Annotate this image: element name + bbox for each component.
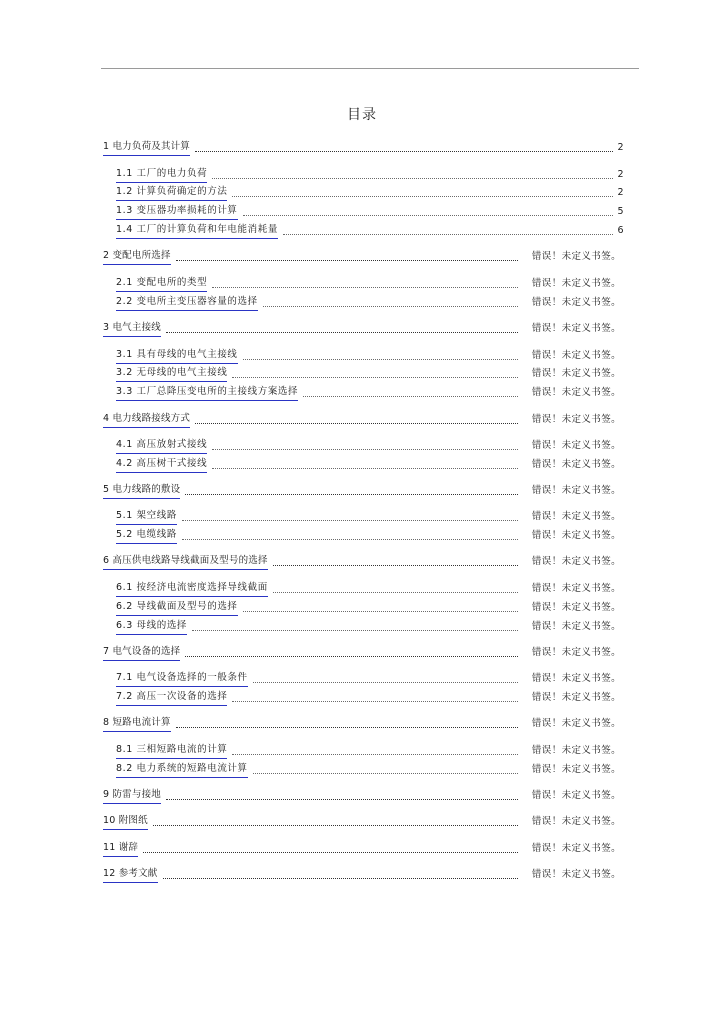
toc-entry-page: 错误！未定义书签。 (531, 718, 621, 729)
toc-entry-label[interactable]: 8.1 三相短路电流的计算 (116, 743, 227, 759)
toc-entry-page: 错误！未定义书签。 (531, 297, 621, 308)
toc-entry-label[interactable]: 4 电力线路接线方式 (103, 412, 190, 428)
toc-entry-label[interactable]: 7.1 电气设备选择的一般条件 (116, 671, 248, 687)
toc-entry[interactable] (103, 413, 621, 427)
toc-dot-leader (212, 449, 518, 450)
toc-entry-page: 错误！未定义书签。 (531, 816, 621, 827)
toc-entry[interactable] (116, 277, 621, 291)
toc-entry-page: 错误！未定义书签。 (531, 387, 621, 398)
toc-entry[interactable] (116, 529, 621, 543)
toc-entry-label[interactable]: 5.1 架空线路 (116, 509, 177, 525)
toc-entry[interactable] (103, 717, 621, 731)
toc-entry-page: 错误！未定义书签。 (531, 251, 621, 262)
toc-entry-label[interactable]: 2.2 变电所主变压器容量的选择 (116, 295, 258, 311)
toc-entry[interactable] (116, 672, 621, 686)
toc-entry-label[interactable]: 9 防雷与接地 (103, 788, 161, 804)
toc-entry[interactable] (103, 141, 624, 155)
header-rule (101, 68, 639, 69)
toc-entry-page: 错误！未定义书签。 (531, 647, 621, 658)
toc-entry-page: 错误！未定义书签。 (531, 530, 621, 541)
toc-entry[interactable] (116, 186, 624, 200)
toc-entry-page: 错误！未定义书签。 (531, 583, 621, 594)
toc-dot-leader (182, 539, 518, 540)
toc-entry-label[interactable]: 6.2 导线截面及型号的选择 (116, 600, 238, 616)
toc-entry[interactable] (116, 367, 621, 381)
toc-entry-label[interactable]: 12 参考文献 (103, 867, 158, 883)
toc-entry-page: 错误！未定义书签。 (531, 790, 621, 801)
toc-dot-leader (212, 178, 612, 179)
toc-dot-leader (243, 215, 613, 216)
toc-dot-leader (212, 287, 518, 288)
toc-entry-page: 错误！未定义书签。 (531, 673, 621, 684)
toc-dot-leader (243, 359, 518, 360)
toc-dot-leader (166, 332, 518, 333)
toc-entry-page: 错误！未定义书签。 (531, 764, 621, 775)
toc-entry-label[interactable]: 7.2 高压一次设备的选择 (116, 690, 227, 706)
toc-entry-page: 错误！未定义书签。 (531, 602, 621, 613)
toc-entry-label[interactable]: 4.1 高压放射式接线 (116, 438, 207, 454)
toc-entry[interactable] (116, 349, 621, 363)
toc-dot-leader (185, 494, 518, 495)
toc-entry[interactable] (103, 250, 621, 264)
toc-entry[interactable] (116, 510, 621, 524)
toc-entry-page: 错误！未定义书签。 (531, 745, 621, 756)
toc-dot-leader (192, 630, 518, 631)
toc-entry-label[interactable]: 8 短路电流计算 (103, 716, 171, 732)
toc-entry-page: 错误！未定义书签。 (531, 511, 621, 522)
toc-entry-label[interactable]: 7 电气设备的选择 (103, 645, 180, 661)
toc-entry[interactable] (116, 582, 621, 596)
toc-entry-page: 错误！未定义书签。 (531, 414, 621, 425)
toc-dot-leader (253, 682, 518, 683)
toc-entry-page: 5 (617, 206, 624, 217)
toc-entry-label[interactable]: 2 变配电所选择 (103, 249, 171, 265)
toc-entry-page: 错误！未定义书签。 (531, 869, 621, 880)
toc-entry[interactable] (116, 296, 621, 310)
toc-entry-label[interactable]: 6 高压供电线路导线截面及型号的选择 (103, 554, 268, 570)
toc-dot-leader (253, 773, 518, 774)
toc-entry-page: 错误！未定义书签。 (531, 843, 621, 854)
toc-entry-label[interactable]: 5.2 电缆线路 (116, 528, 177, 544)
toc-entry[interactable] (103, 555, 621, 569)
toc-entry[interactable] (116, 458, 621, 472)
toc-entry-label[interactable]: 11 谢辞 (103, 841, 138, 857)
toc-dot-leader (212, 468, 518, 469)
toc-entry-page: 错误！未定义书签。 (531, 278, 621, 289)
toc-dot-leader (195, 423, 518, 424)
toc-entry-label[interactable]: 6.3 母线的选择 (116, 619, 187, 635)
toc-entry-label[interactable]: 4.2 高压树干式接线 (116, 457, 207, 473)
toc-dot-leader (303, 396, 518, 397)
toc-entry-label[interactable]: 3.3 工厂总降压变电所的主接线方案选择 (116, 385, 298, 401)
toc-entry[interactable] (103, 815, 621, 829)
toc-dot-leader (243, 611, 518, 612)
toc-dot-leader (232, 701, 517, 702)
toc-dot-leader (185, 656, 518, 657)
toc-dot-leader (232, 754, 517, 755)
toc-entry-page: 错误！未定义书签。 (531, 323, 621, 334)
toc-entry-page: 错误！未定义书签。 (531, 556, 621, 567)
toc-entry[interactable] (116, 224, 624, 238)
toc-entry-label[interactable]: 6.1 按经济电流密度选择导线截面 (116, 581, 268, 597)
toc-entry-page: 错误！未定义书签。 (531, 440, 621, 451)
toc-entry-label[interactable]: 1.4 工厂的计算负荷和年电能消耗量 (116, 223, 278, 239)
toc-entry-label[interactable]: 8.2 电力系统的短路电流计算 (116, 762, 248, 778)
toc-entry[interactable] (116, 386, 621, 400)
toc-entry[interactable] (116, 439, 621, 453)
toc-entry-page: 6 (617, 225, 624, 236)
toc-entry[interactable] (103, 868, 621, 882)
toc-dot-leader (195, 151, 612, 152)
toc-entry-page: 错误！未定义书签。 (531, 459, 621, 470)
toc-dot-leader (153, 825, 518, 826)
toc-entry[interactable] (116, 763, 621, 777)
toc-entry-page: 2 (617, 187, 624, 198)
toc-dot-leader (283, 234, 613, 235)
toc-entry-label[interactable]: 2.1 变配电所的类型 (116, 276, 207, 292)
toc-entry[interactable] (116, 168, 624, 182)
toc-entry-label[interactable]: 1.3 变压器功率损耗的计算 (116, 204, 238, 220)
toc-entry-page: 错误！未定义书签。 (531, 350, 621, 361)
toc-entry-page: 错误！未定义书签。 (531, 621, 621, 632)
toc-entry[interactable] (103, 789, 621, 803)
toc-entry[interactable] (103, 842, 621, 856)
toc-dot-leader (263, 306, 518, 307)
toc-entry[interactable] (116, 620, 621, 634)
toc-entry-label[interactable]: 1 电力负荷及其计算 (103, 140, 190, 156)
toc-title: 目录 (347, 107, 377, 123)
toc-entry[interactable] (116, 205, 624, 219)
toc-entry[interactable] (116, 601, 621, 615)
toc-dot-leader (176, 260, 518, 261)
toc-dot-leader (163, 878, 518, 879)
toc-entry-page: 错误！未定义书签。 (531, 692, 621, 703)
toc-dot-leader (182, 520, 518, 521)
toc-entry-page: 错误！未定义书签。 (531, 368, 621, 379)
toc-entry-label[interactable]: 5 电力线路的敷设 (103, 483, 180, 499)
toc-entry[interactable] (103, 646, 621, 660)
toc-dot-leader (232, 196, 612, 197)
toc-entry-label[interactable]: 10 附图纸 (103, 814, 148, 830)
toc-entry-label[interactable]: 3 电气主接线 (103, 321, 161, 337)
toc-entry-label[interactable]: 3.2 无母线的电气主接线 (116, 366, 227, 382)
toc-entry-label[interactable]: 3.1 具有母线的电气主接线 (116, 348, 238, 364)
toc-dot-leader (273, 565, 518, 566)
toc-entry[interactable] (116, 691, 621, 705)
toc-entry-label[interactable]: 1.2 计算负荷确定的方法 (116, 185, 227, 201)
toc-entry-page: 2 (617, 142, 624, 153)
toc-entry-label[interactable]: 1.1 工厂的电力负荷 (116, 167, 207, 183)
toc-dot-leader (143, 852, 518, 853)
toc-entry[interactable] (116, 744, 621, 758)
toc-dot-leader (273, 592, 518, 593)
toc-entry[interactable] (103, 484, 621, 498)
toc-entry-page: 2 (617, 169, 624, 180)
toc-entry-page: 错误！未定义书签。 (531, 485, 621, 496)
toc-dot-leader (176, 727, 518, 728)
toc-dot-leader (166, 799, 518, 800)
toc-entry[interactable] (103, 322, 621, 336)
toc-dot-leader (232, 377, 517, 378)
